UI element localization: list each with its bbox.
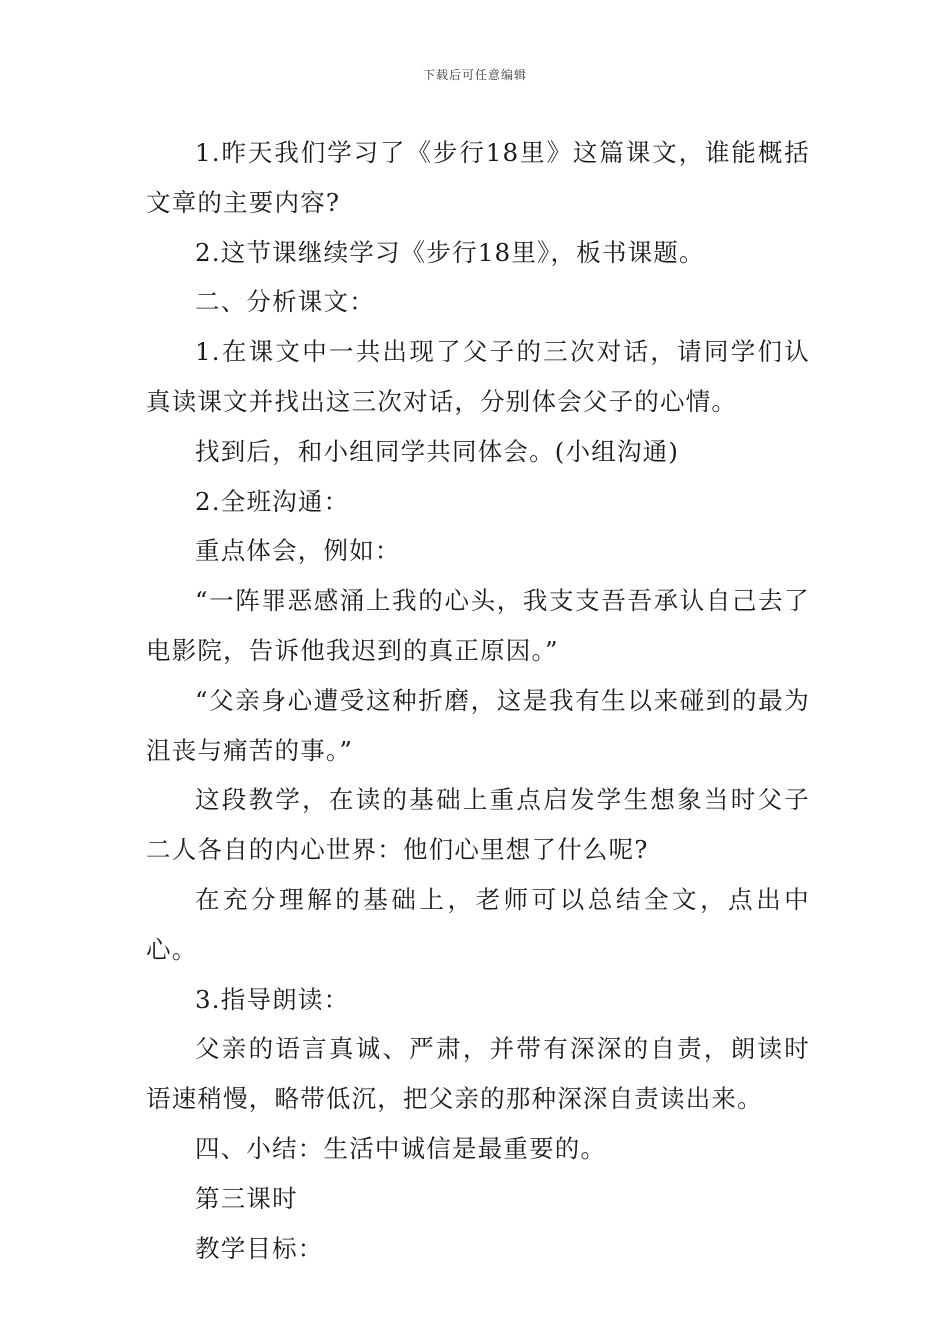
paragraph: 2.这节课继续学习《步行18里》，板书课题。 xyxy=(195,237,705,267)
paragraph: 父亲的语言真诚、严肃，并带有深深的自责，朗读时语速稍慢，略带低沉，把父亲的那种深深自责读出来。 xyxy=(146,1034,810,1114)
quote-paragraph: “一阵罪恶感涌上我的心头，我支支吾吾承认自己去了电影院，告诉他我迟到的真正原因。” xyxy=(146,586,810,665)
paragraph: 找到后，和小组同学共同体会。(小组沟通) xyxy=(195,436,680,466)
section-heading: 第三课时 xyxy=(195,1183,298,1213)
paragraph: 3.指导朗读： xyxy=(195,984,350,1014)
document-body xyxy=(146,128,810,1273)
paragraph: 1.昨天我们学习了《步行18里》这篇课文，谁能概括文章的主要内容? xyxy=(146,138,810,217)
paragraph: 1.在课文中一共出现了父子的三次对话，请同学们认真读课文并找出这三次对话，分别体会父子的心情。 xyxy=(146,337,810,416)
paragraph: 在充分理解的基础上，老师可以总结全文，点出中心。 xyxy=(146,884,810,964)
paragraph: 重点体会，例如： xyxy=(195,536,401,566)
section-heading: 二、分析课文： xyxy=(195,287,375,317)
paragraph: 这段教学，在读的基础上重点启发学生想象当时父子二人各自的内心世界：他们心里想了什么呢? xyxy=(146,785,810,865)
section-heading: 四、小结：生活中诚信是最重要的。 xyxy=(195,1133,607,1163)
section-heading: 教学目标： xyxy=(195,1233,324,1263)
paragraph: 2.全班沟通： xyxy=(195,486,350,516)
page-header-note: 下载后可任意编辑 xyxy=(422,68,527,82)
quote-paragraph: “父亲身心遭受这种折磨，这是我有生以来碰到的最为沮丧与痛苦的事。” xyxy=(146,685,810,765)
